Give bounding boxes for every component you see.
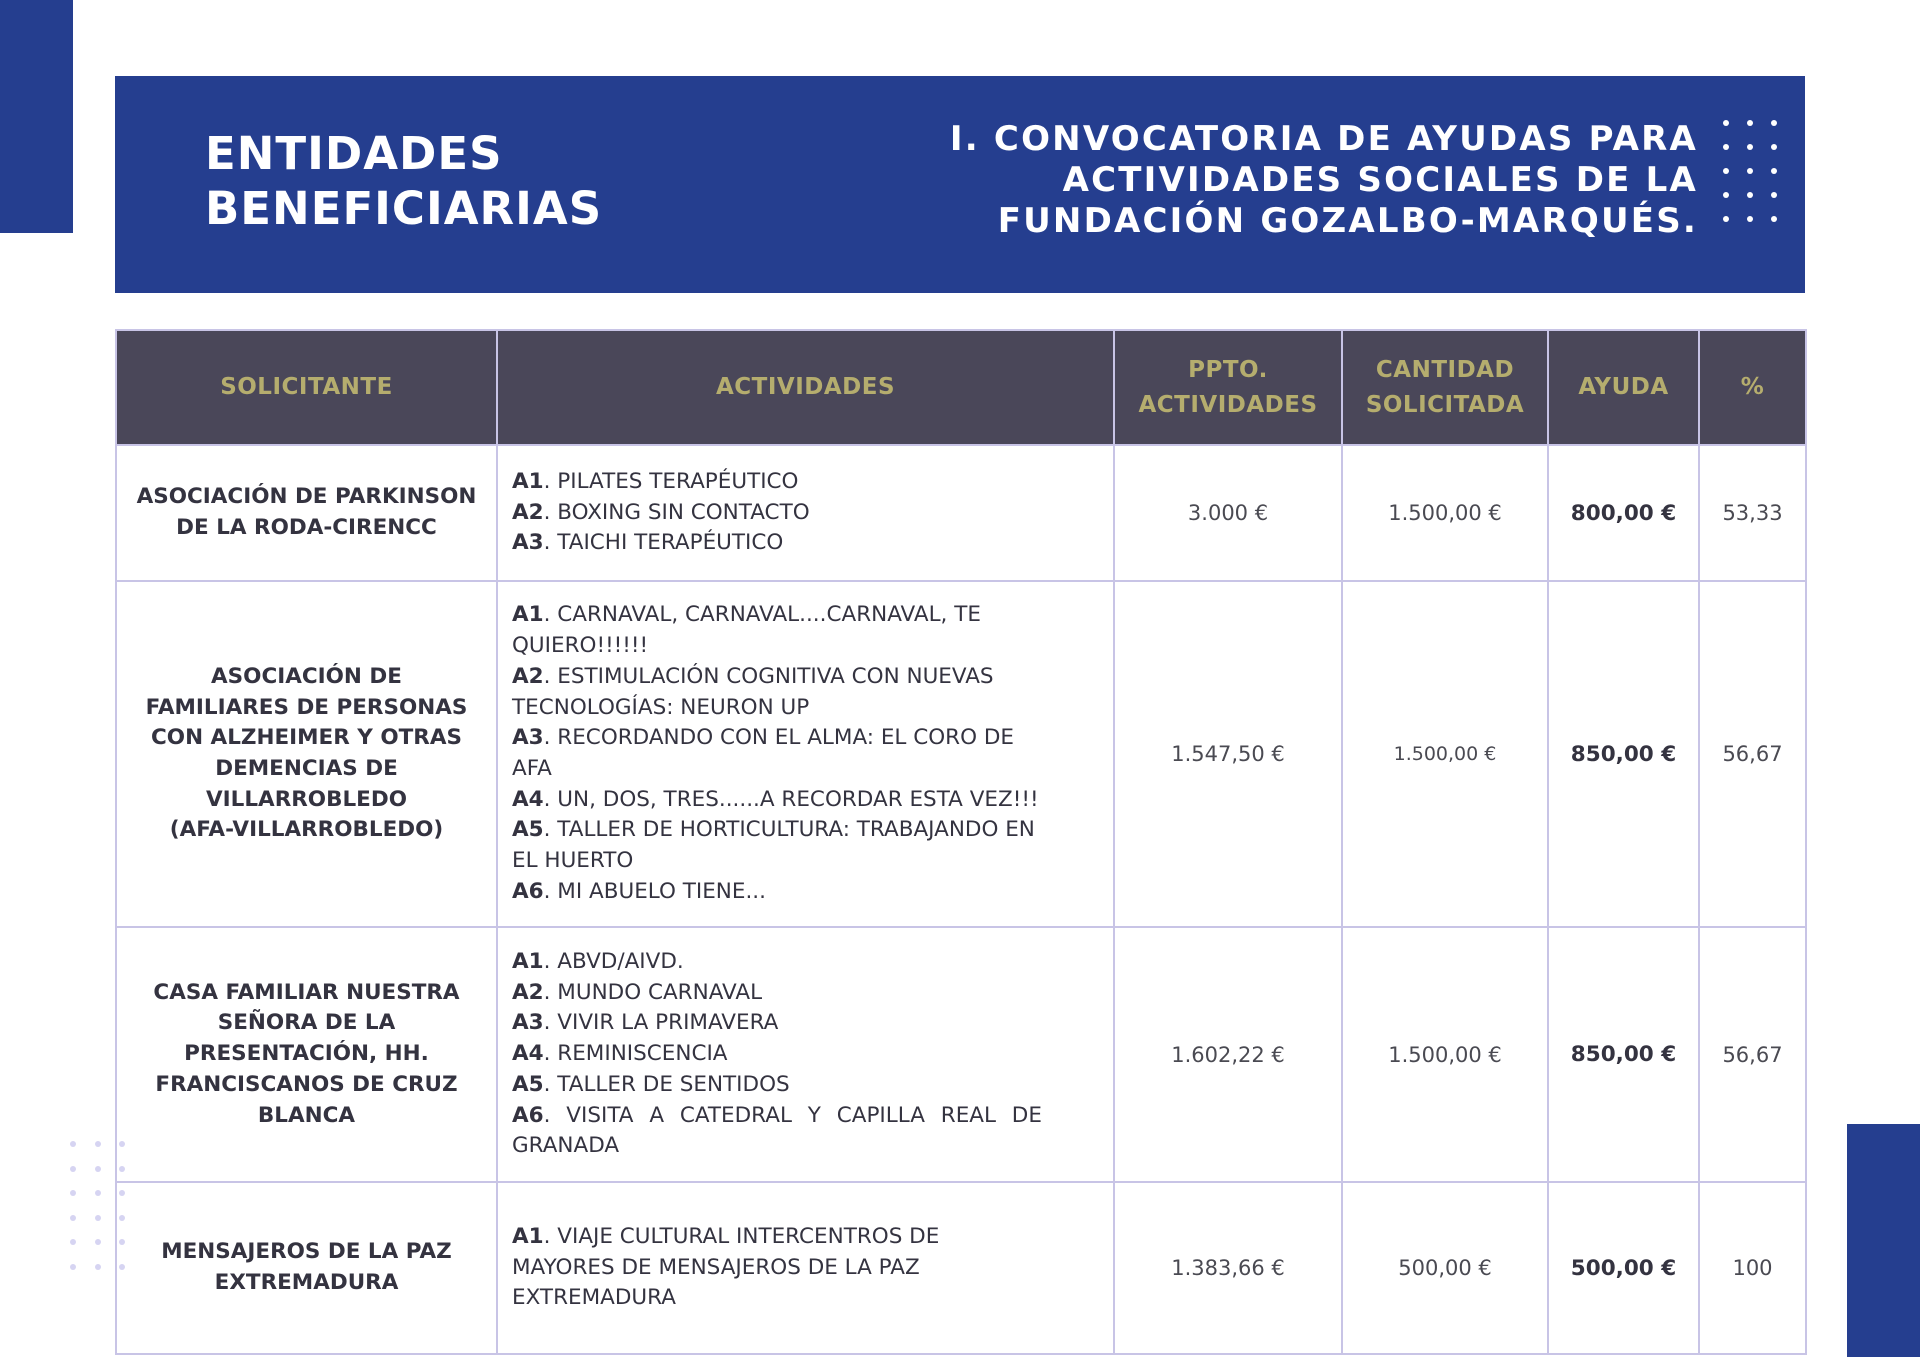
header-ppto-line: PPTO.: [1188, 356, 1268, 383]
activity-code: A1: [512, 949, 544, 975]
activity-text: . CARNAVAL, CARNAVAL....CARNAVAL, TE: [543, 602, 981, 628]
solicitante-line: DE LA RODA-CIRENCC: [176, 515, 437, 540]
cell-actividades: [497, 581, 1114, 927]
activity-line: [512, 815, 1099, 846]
cell-cantidad: 500,00 €: [1342, 1182, 1548, 1354]
activity-line: [512, 785, 1099, 816]
header-cantidad: [1342, 330, 1548, 445]
activity-text: . TAICHI TERAPÉUTICO: [543, 530, 784, 556]
activity-text: . TALLER DE HORTICULTURA: TRABAJANDO EN: [543, 817, 1035, 843]
activity-line: [512, 631, 1099, 662]
solicitante-line: DEMENCIAS DE: [215, 756, 398, 781]
activity-text: TECNOLOGÍAS: NEURON UP: [512, 694, 810, 720]
header-cantidad-line: CANTIDAD: [1375, 356, 1515, 383]
dot-decoration: [1723, 120, 1729, 126]
cell-ayuda: 850,00 €: [1548, 927, 1699, 1182]
table-row: [116, 927, 1806, 1182]
cell-ayuda: 850,00 €: [1548, 581, 1699, 927]
activity-line: [512, 600, 1099, 631]
activity-text: . ABVD/AIVD.: [543, 949, 684, 975]
activity-code: A2: [512, 499, 544, 525]
beneficiaries-table: [115, 329, 1807, 1355]
dot-decoration: [70, 1215, 76, 1221]
cell-pct: 56,67: [1699, 581, 1806, 927]
header-cantidad-line: SOLICITADA: [1365, 391, 1525, 418]
activity-line: [512, 498, 1099, 529]
cell-ppto: 1.383,66 €: [1114, 1182, 1342, 1354]
activity-code: A6: [512, 878, 544, 904]
solicitante-line: CON ALZHEIMER Y OTRAS: [151, 725, 462, 751]
table-row: [116, 445, 1806, 581]
activity-code: A4: [512, 786, 544, 812]
header-banner: [115, 76, 1805, 293]
banner-dots-decoration: [1723, 120, 1795, 240]
cell-solicitante: [116, 581, 497, 927]
solicitante-line: MENSAJEROS DE LA PAZ: [161, 1239, 452, 1265]
activity-code: A3: [512, 1010, 544, 1036]
dot-decoration: [1771, 120, 1777, 126]
activity-line: [512, 1222, 1099, 1253]
activity-text: . PILATES TERAPÉUTICO: [543, 468, 799, 494]
dot-decoration: [95, 1166, 101, 1172]
activity-code: A6: [512, 1102, 544, 1128]
dot-decoration: [1771, 216, 1777, 222]
dot-decoration: [95, 1215, 101, 1221]
cell-ppto: 1.602,22 €: [1114, 927, 1342, 1182]
activity-code: A1: [512, 468, 544, 494]
solicitante-line: ASOCIACIÓN DE PARKINSON: [136, 484, 477, 510]
cell-actividades: [497, 445, 1114, 581]
dot-decoration: [70, 1190, 76, 1196]
dot-decoration: [95, 1264, 101, 1270]
activity-line: [512, 947, 1099, 978]
activity-code: A5: [512, 817, 544, 843]
solicitante-line: FAMILIARES DE PERSONAS: [145, 694, 468, 720]
dot-decoration: [1771, 168, 1777, 174]
activity-text: . ESTIMULACIÓN COGNITIVA CON NUEVAS: [543, 663, 994, 689]
dot-decoration: [1723, 192, 1729, 198]
cell-solicitante: [116, 445, 497, 581]
cell-solicitante: [116, 927, 497, 1182]
solicitante-line: SEÑORA DE LA: [217, 1010, 396, 1036]
header-ppto-line: ACTIVIDADES: [1138, 391, 1318, 418]
solicitante-line: PRESENTACIÓN, HH.: [184, 1041, 429, 1067]
solicitante-line: BLANCA: [257, 1102, 356, 1128]
solicitante-line: EXTREMADURA: [214, 1270, 399, 1295]
activity-line: [512, 1039, 1099, 1070]
title-line: BENEFICIARIAS: [205, 182, 603, 235]
activity-line: [512, 693, 1099, 724]
activity-text: . TALLER DE SENTIDOS: [543, 1071, 790, 1097]
activity-line: [512, 846, 1099, 877]
activity-text: . MUNDO CARNAVAL: [543, 979, 763, 1005]
title-line: ENTIDADES: [205, 127, 503, 180]
activity-text: QUIERO!!!!!!: [512, 633, 649, 659]
subtitle-line: ACTIVIDADES SOCIALES DE LA: [1062, 160, 1698, 200]
activity-text: . BOXING SIN CONTACTO: [543, 499, 810, 525]
activity-text: . UN, DOS, TRES......A RECORDAR ESTA VEZ!!!: [543, 786, 1039, 812]
cell-pct: 53,33: [1699, 445, 1806, 581]
cell-cantidad: 1.500,00 €: [1342, 581, 1548, 927]
activity-text: . REMINISCENCIA: [543, 1041, 728, 1067]
subtitle-line: I. CONVOCATORIA DE AYUDAS PARA: [949, 119, 1698, 159]
dot-decoration: [95, 1190, 101, 1196]
table-row: [116, 1182, 1806, 1354]
activity-line: [512, 1008, 1099, 1039]
dot-decoration: [1747, 144, 1753, 150]
header-actividades: ACTIVIDADES: [497, 330, 1114, 445]
cell-ayuda: 800,00 €: [1548, 445, 1699, 581]
dot-decoration: [70, 1264, 76, 1270]
activity-line: [512, 528, 1099, 559]
dot-decoration: [1771, 144, 1777, 150]
activity-line: [512, 1101, 1099, 1132]
activity-line: [512, 877, 1099, 908]
activity-text: . VIVIR LA PRIMAVERA: [543, 1010, 779, 1036]
activity-text: GRANADA: [512, 1133, 620, 1159]
activity-line: [512, 1131, 1099, 1162]
activity-code: A2: [512, 663, 544, 689]
dot-decoration: [1771, 192, 1777, 198]
activity-line: [512, 467, 1099, 498]
dot-decoration: [1723, 168, 1729, 174]
page-subtitle: [950, 119, 1698, 242]
cell-pct: 100: [1699, 1182, 1806, 1354]
dot-decoration: [1747, 216, 1753, 222]
header-ppto: [1114, 330, 1342, 445]
activity-text: MAYORES DE MENSAJEROS DE LA PAZ: [512, 1254, 920, 1280]
activity-text: . MI ABUELO TIENE...: [543, 878, 766, 904]
dot-decoration: [1747, 192, 1753, 198]
activity-code: A2: [512, 979, 544, 1005]
dot-decoration: [70, 1141, 76, 1147]
solicitante-line: ASOCIACIÓN DE: [211, 663, 402, 689]
activity-text: AFA: [512, 756, 552, 781]
cell-ppto: 3.000 €: [1114, 445, 1342, 581]
cell-actividades: [497, 927, 1114, 1182]
solicitante-line: FRANCISCANOS DE CRUZ: [155, 1071, 458, 1097]
dot-decoration: [70, 1239, 76, 1245]
cell-cantidad: 1.500,00 €: [1342, 927, 1548, 1182]
cell-ayuda: 500,00 €: [1548, 1182, 1699, 1354]
subtitle-line: FUNDACIÓN GOZALBO-MARQUÉS.: [997, 201, 1698, 241]
activity-code: A3: [512, 530, 544, 556]
activity-line: [512, 723, 1099, 754]
dot-decoration: [70, 1166, 76, 1172]
activity-text: . VIAJE CULTURAL INTERCENTROS DE: [543, 1223, 940, 1249]
activity-line: [512, 1253, 1099, 1284]
dot-decoration: [1747, 168, 1753, 174]
dot-decoration: [1747, 120, 1753, 126]
activity-text: . RECORDANDO CON EL ALMA: EL CORO DE: [543, 725, 1015, 751]
left-accent-bar: [0, 0, 73, 233]
cell-actividades: [497, 1182, 1114, 1354]
dot-decoration: [95, 1141, 101, 1147]
cell-ppto: 1.547,50 €: [1114, 581, 1342, 927]
cell-cantidad: 1.500,00 €: [1342, 445, 1548, 581]
activity-line: [512, 662, 1099, 693]
table-row: [116, 581, 1806, 927]
solicitante-line: (AFA-VILLARROBLEDO): [169, 817, 444, 843]
activity-line: [512, 1283, 1099, 1314]
dot-decoration: [1723, 144, 1729, 150]
activity-line: [512, 978, 1099, 1009]
activity-line: [512, 1070, 1099, 1101]
activity-code: A1: [512, 1223, 544, 1249]
cell-pct: 56,67: [1699, 927, 1806, 1182]
activity-text: . VISITA A CATEDRAL Y CAPILLA REAL DE: [543, 1102, 1042, 1128]
header-ayuda: AYUDA: [1548, 330, 1699, 445]
solicitante-line: CASA FAMILIAR NUESTRA: [153, 979, 460, 1005]
activity-text: EXTREMADURA: [512, 1285, 676, 1311]
header-solicitante: SOLICITANTE: [116, 330, 497, 445]
cell-solicitante: [116, 1182, 497, 1354]
activity-line: [512, 754, 1099, 785]
dot-decoration: [95, 1239, 101, 1245]
table-header-row: [116, 330, 1806, 445]
activity-code: A3: [512, 725, 544, 751]
activity-code: A5: [512, 1071, 544, 1097]
header-pct: %: [1699, 330, 1806, 445]
right-accent-bar: [1847, 1124, 1920, 1357]
activity-code: A1: [512, 602, 544, 628]
page-title: [205, 126, 602, 236]
solicitante-line: VILLARROBLEDO: [206, 786, 407, 812]
dot-decoration: [1723, 216, 1729, 222]
activity-text: EL HUERTO: [512, 848, 634, 874]
activity-code: A4: [512, 1041, 544, 1067]
